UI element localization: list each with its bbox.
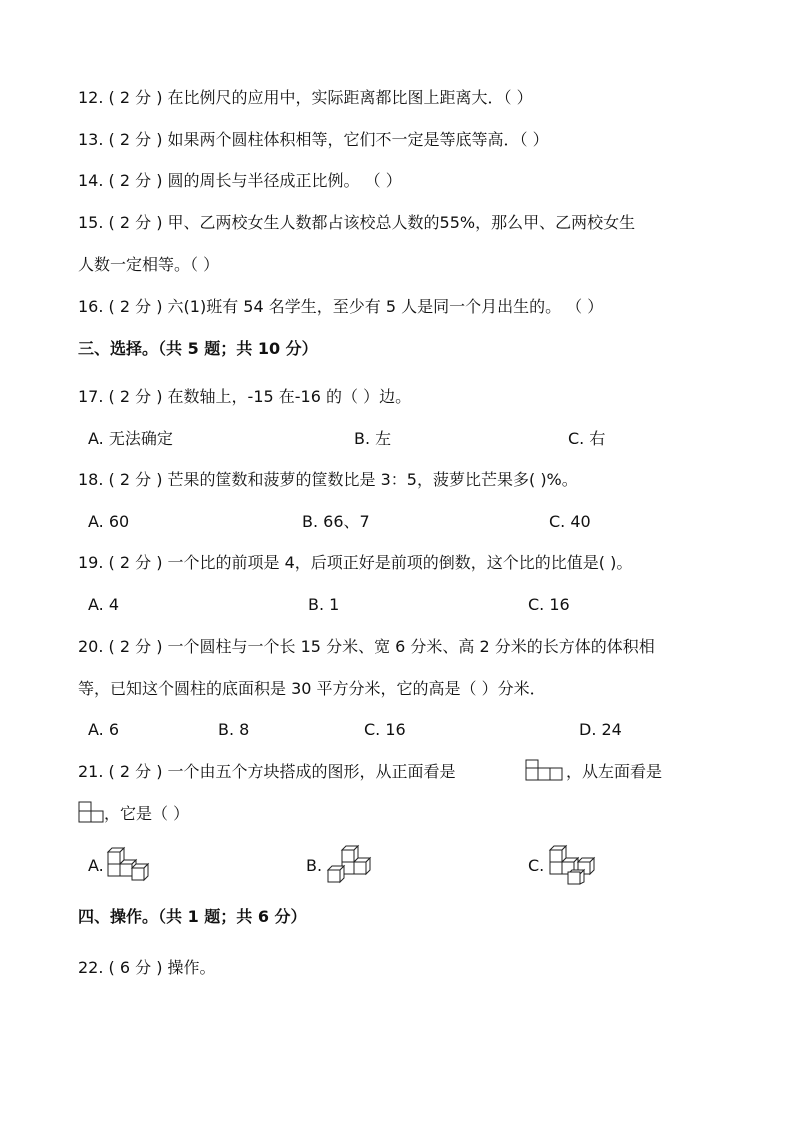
question-18-stem: 18. ( 2 分 ) 芒果的筐数和菠萝的筐数比是 3：5，菠萝比芒果多( )%。 — [78, 470, 578, 489]
question-20-option-b: B. 8 — [218, 720, 250, 739]
question-18-option-b: B. 66、7 — [302, 512, 370, 531]
question-21-line-1b: ，从左面看是 — [566, 762, 663, 781]
question-20-option-d: D. 24 — [579, 720, 622, 739]
question-13: 13. ( 2 分 ) 如果两个圆柱体积相等，它们不一定是等底等高．（ ） — [78, 130, 549, 149]
question-18-option-c: C. 40 — [549, 512, 591, 531]
question-19-stem: 19. ( 2 分 ) 一个比的前项是 4，后项正好是前项的倒数，这个比的比值是( )。 — [78, 553, 633, 572]
section-4-heading: 四、操作。（共 1 题；共 6 分） — [78, 907, 307, 926]
question-17-option-c: C. 右 — [568, 429, 606, 448]
question-12: 12. ( 2 分 ) 在比例尺的应用中，实际距离都比图上距离大．（ ） — [78, 88, 533, 107]
question-17-option-a: A. 无法确定 — [88, 429, 173, 448]
question-21-option-c: C. — [528, 856, 545, 875]
question-17-stem: 17. ( 2 分 ) 在数轴上，-15 在-16 的（ ）边。 — [78, 387, 412, 406]
question-14: 14. ( 2 分 ) 圆的周长与半径成正比例。 （ ） — [78, 171, 402, 190]
question-15-line-1: 15. ( 2 分 ) 甲、乙两校女生人数都占该校总人数的55%，那么甲、乙两校女生 — [78, 213, 636, 232]
question-20-line-1: 20. ( 2 分 ) 一个圆柱与一个长 15 分米、宽 6 分米、高 2 分米的长方体的体积相 — [78, 637, 655, 656]
question-21-option-b: B. — [306, 856, 323, 875]
question-20-line-2: 等，已知这个圆柱的底面积是 30 平方分米，它的高是（ ）分米． — [78, 679, 546, 698]
option-b-cubes-figure — [324, 844, 376, 884]
question-22-stem: 22. ( 6 分 ) 操作。 — [78, 958, 216, 977]
question-19-option-b: B. 1 — [308, 595, 340, 614]
left-view-figure — [78, 801, 104, 823]
question-15-line-2: 人数一定相等。（ ） — [78, 255, 220, 274]
option-c-cubes-figure — [546, 844, 598, 886]
question-20-option-a: A. 6 — [88, 720, 120, 739]
question-20-option-c: C. 16 — [364, 720, 406, 739]
question-21-option-a: A. — [88, 856, 104, 875]
question-21-line-1a: 21. ( 2 分 ) 一个由五个方块搭成的图形，从正面看是 — [78, 762, 456, 781]
question-18-option-a: A. 60 — [88, 512, 130, 531]
front-view-figure — [525, 759, 565, 781]
option-a-cubes-figure — [104, 846, 152, 884]
question-19-option-a: A. 4 — [88, 595, 120, 614]
question-21-line-2: ，它是（ ） — [104, 804, 190, 823]
question-19-option-c: C. 16 — [528, 595, 570, 614]
section-3-heading: 三、选择。（共 5 题；共 10 分） — [78, 339, 318, 358]
question-16: 16. ( 2 分 ) 六(1)班有 54 名学生，至少有 5 人是同一个月出生的。 （ ） — [78, 297, 604, 316]
question-17-option-b: B. 左 — [354, 429, 392, 448]
